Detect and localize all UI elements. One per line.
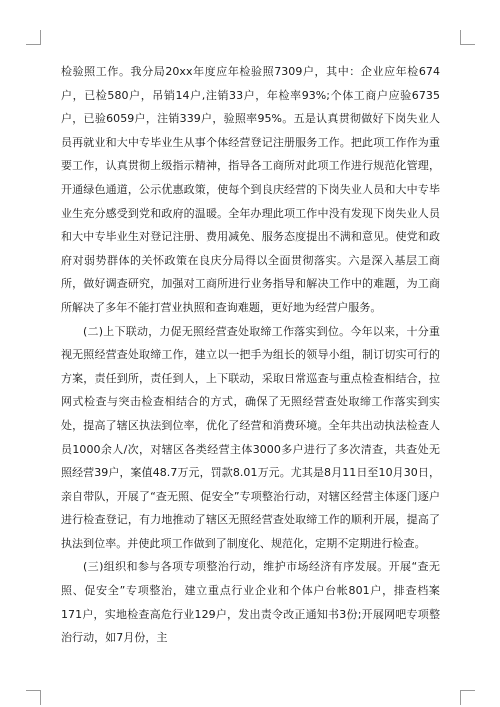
paragraph-unlicensed-business: (二)上下联动，力促无照经营查处取缔工作落实到位。今年以来，十分重视无照经营查处取缔工作，建立以一把手为组长的领导小组，制订切实可行的方案，责任到所，责任到人，上下联动，采取日常巡查与重点检查相结合，拉网式检查与突击检查相结合的方式，确保了无照经营查处取缔工作落实到实处，提高了辖区执法到位率，优化了经营和消费环境。全年共出动执法检查人员1000余人/次，对辖区各类经营主体3000多户进行了多次清查，共查处无照经营39户，案值48.7万元，罚款8.01万元。尤其是8月11日至10月30日，亲自带队，开展了“查无照、促安全”专项整治行动，对辖区经营主体逐门逐户进行检查登记，有力地推动了辖区无照经营查处取缔工作的顺利开展，提高了执法到位率。并使此项工作做到了制度化、规范化，定期不定期进行检查。 — [61, 324, 440, 550]
crop-mark-top-right — [460, 30, 475, 45]
paragraph-special-campaigns: (三)组织和参与各项专项整治行动，维护市场经济有序发展。开展“查无照、促安全”专项整治，建立重点行业企业和个体户台帐801户，排查档案171户，实地检查高危行业129户，发出责令改正通知书3份;开展网吧专项整治行动，如7月份，主 — [61, 560, 440, 645]
document-body — [61, 60, 440, 650]
crop-mark-top-left — [26, 30, 41, 45]
crop-mark-bottom-left — [26, 690, 41, 705]
paragraph-annual-inspection: 检验照工作。我分局20xx年度应年检验照7309户，其中：企业应年检674户，已检580户，吊销14户,注销33户，年检率93%;个体工商户应验6735户，已验6059户，注销339户，验照率95%。五是认真贯彻做好下岗失业人员再就业和大中专毕业生从事个体经营登记注册服务工作。把此项工作作为重要工作，认真贯彻上级指示精神，指导各工商所对此项工作进行规范化管理，开通绿色通道，公示优惠政策，使每个到良庆经营的下岗失业人员和大中专毕业生充分感受到党和政府的温暖。全年办理此项工作中没有发现下岗失业人员和大中专毕业生对登记注册、费用减免、服务态度提出不满和意见。使党和政府对弱势群体的关怀政策在良庆分局得以全面贯彻落实。六是深入基层工商所，做好调查研究，加强对工商所进行业务指导和解决工作中的难题，为工商所解决了多年不能打营业执照和查询难题，更好地为经营户服务。 — [61, 65, 440, 314]
crop-mark-bottom-right — [460, 690, 475, 705]
